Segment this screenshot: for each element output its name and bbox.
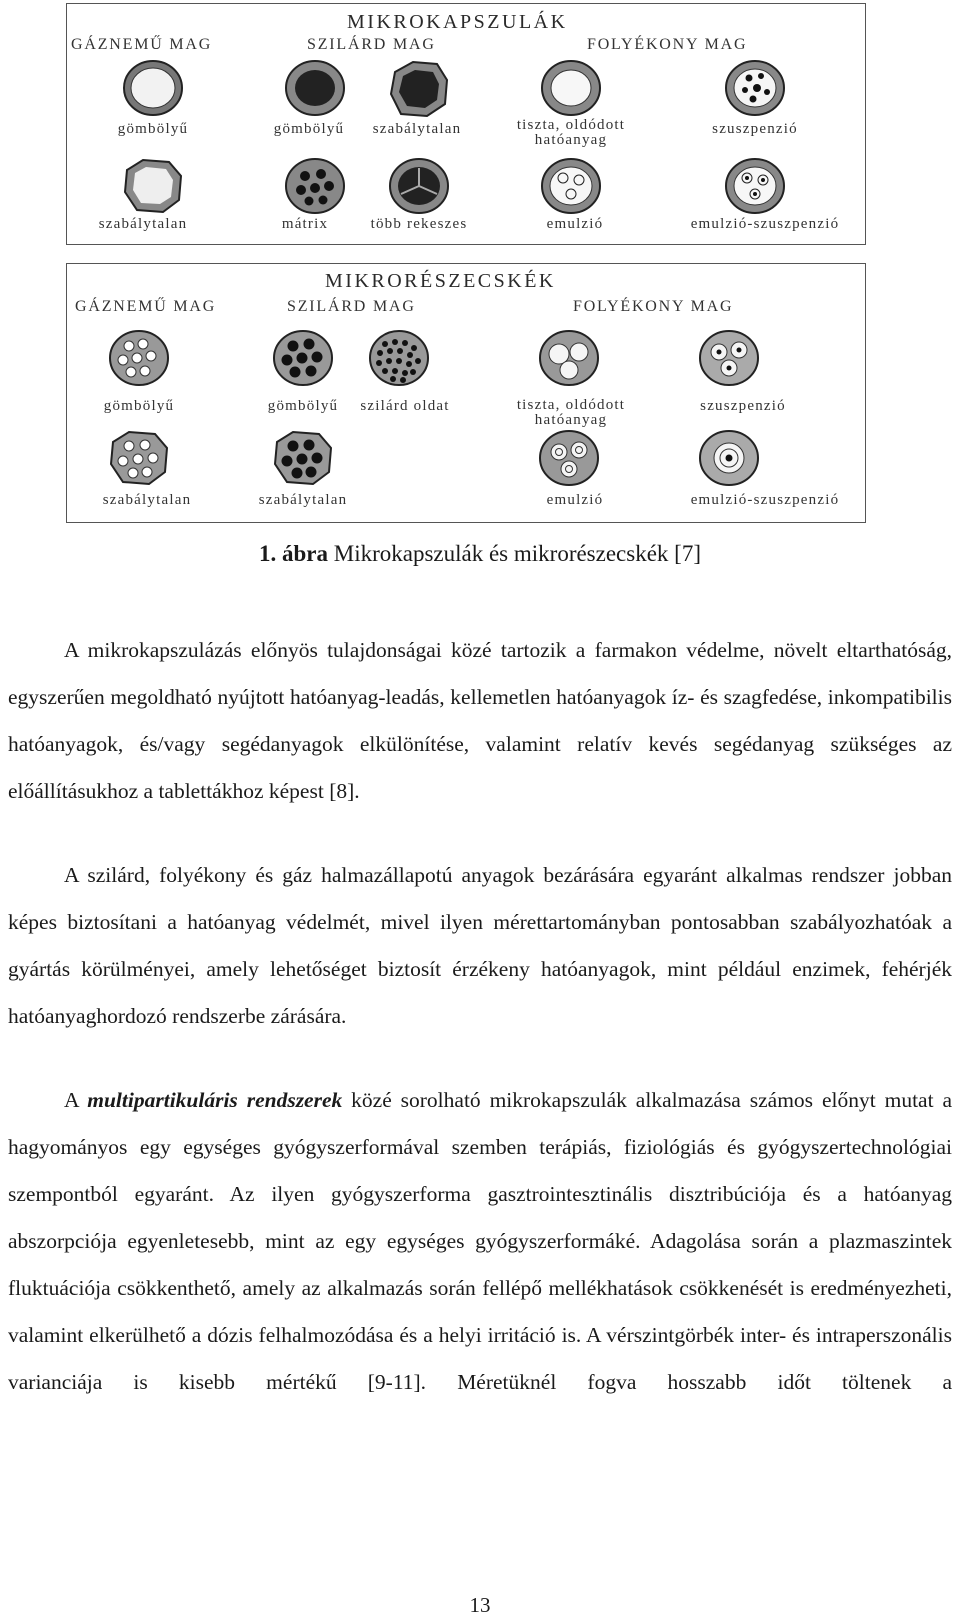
particle-liquid-suspension-icon (697, 328, 761, 388)
label-emulsion: emulzió (546, 216, 604, 232)
microcapsules-figure-panel (66, 3, 866, 245)
capsule-solid-irregular-icon (387, 58, 451, 120)
capsule-liquid-suspension-icon (723, 58, 787, 118)
capsule-gas-irregular-icon (121, 156, 185, 216)
liquid-core-label: FOLYÉKONY MAG (587, 36, 748, 53)
figure-caption-text: Mikrokapszulák és mikrorészecskék [7] (328, 541, 701, 566)
microparticles-figure-panel (66, 263, 866, 523)
label-emulsion-suspension: emulzió-szuszpenzió (690, 216, 840, 232)
label-solid-spherical: gömbölyű (267, 398, 339, 414)
particle-solid-solution-icon (367, 328, 431, 388)
capsule-solid-spherical-icon (283, 58, 347, 118)
label-liquid-suspension: szuszpenzió (700, 398, 786, 414)
particle-gas-spherical-icon (107, 328, 171, 388)
label-solid-irregular: szabálytalan (372, 121, 462, 137)
paragraph-protection: A szilárd, folyékony és gáz halmazállapotú anyagok bezárására egyaránt alkalmas rendszer jobban képes biztosítani a hatóanyag védelmét, mivel ilyen mérettartományban pontosabban szabályozhatóak a gyártás körülményei, amely lehetőséget biztosít érzékeny hatóanyagok, mint például enzimek, fehérjék hatóanyaghordozó rendszerbe zárására. (8, 863, 952, 1028)
label-gas-spherical: gömbölyű (117, 121, 189, 137)
gas-core-label: GÁZNEMŰ MAG (75, 298, 217, 315)
figure-caption (0, 541, 960, 567)
capsule-emulsion-suspension-icon (723, 156, 787, 216)
body-paragraph-3 (8, 1077, 952, 1406)
particle-solid-spherical-icon (271, 328, 335, 388)
label-solid-irregular: szabálytalan (258, 492, 348, 508)
paragraph-advantages: A mikrokapszulázás előnyös tulajdonságai közé tartozik a farmakon védelme, növelt eltarthatóság, egyszerűen megoldható nyújtott hatóanyag-leadás, kellemetlen hatóanyagok íz- és szagfedése, inkompatibilis hatóanyagok, és/vagy segédanyagok elkülönítése, valamint relatív kevés segédanyag szükséges az előállításukhoz a tablettákhoz képest [8]. (8, 638, 952, 803)
particle-emulsion-suspension-icon (697, 428, 761, 488)
figure-caption-label: 1. ábra (259, 541, 328, 566)
microparticles-title: MIKRORÉSZECSKÉK (325, 270, 556, 292)
paragraph-multiparticulate (8, 1077, 952, 1406)
label-gas-spherical: gömbölyű (103, 398, 175, 414)
particle-emulsion-icon (537, 428, 601, 488)
label-solid-solution: szilárd oldat (360, 398, 450, 414)
capsule-emulsion-icon (539, 156, 603, 216)
particle-liquid-dissolved-icon (537, 328, 601, 388)
paragraph-multiparticulate-rest: közé sorolható mikrokapszulák alkalmazása számos előnyt mutat a hagyományos egy egységes gyógyszerformával szemben terápiás, fiziológiás és gyógyszertechnológiai szempontból egyaránt. Az ilyen gyógyszerforma gasztrointesztinális disztribúciója és a hatóanyag abszorpciója egyenletesebb, mint az egy egységes gyógyszerformáké. Adagolása során a plazmaszintek fluktuációja csökkenthető, amely az alkalmazás során fellépő mellékhatások csökkenését is eredményezheti, valamint elkerülhető a dózis felhalmozódása és a helyi irritáció is. A vérszintgörbék inter- és intraperszonális varianciája is kisebb mértékű [9-11]. Méretüknél fogva hosszabb időt töltenek a (8, 1088, 952, 1394)
gas-core-label: GÁZNEMŰ MAG (71, 36, 213, 53)
label-solid-spherical: gömbölyű (273, 121, 345, 137)
paragraph-multiparticulate-start: A (64, 1088, 88, 1112)
particle-gas-irregular-icon (107, 428, 171, 488)
label-liquid-dissolved: tiszta, oldódott hatóanyag (516, 397, 626, 428)
label-liquid-dissolved: tiszta, oldódott hatóanyag (516, 117, 626, 148)
capsule-multicompartment-icon (387, 156, 451, 216)
liquid-core-label: FOLYÉKONY MAG (573, 298, 734, 315)
label-multicompartment: több rekeszes (370, 216, 468, 232)
microcapsules-title: MIKROKAPSZULÁK (347, 11, 568, 33)
label-emulsion-suspension: emulzió-szuszpenzió (690, 492, 840, 508)
label-emulsion: emulzió (546, 492, 604, 508)
body-paragraph-1 (8, 627, 952, 815)
label-gas-irregular: szabálytalan (102, 492, 192, 508)
label-gas-irregular: szabálytalan (98, 216, 188, 232)
solid-core-label: SZILÁRD MAG (307, 36, 436, 53)
body-paragraph-2 (8, 852, 952, 1040)
particle-solid-irregular-icon (271, 428, 335, 488)
capsule-liquid-dissolved-icon (539, 58, 603, 118)
capsule-gas-spherical-icon (121, 58, 185, 118)
multiparticulate-systems-term: multipartikuláris rendszerek (87, 1088, 343, 1112)
label-liquid-suspension: szuszpenzió (712, 121, 798, 137)
capsule-matrix-icon (283, 156, 347, 216)
page-number: 13 (469, 1593, 491, 1617)
solid-core-label: SZILÁRD MAG (287, 298, 416, 315)
label-matrix: mátrix (281, 216, 329, 232)
